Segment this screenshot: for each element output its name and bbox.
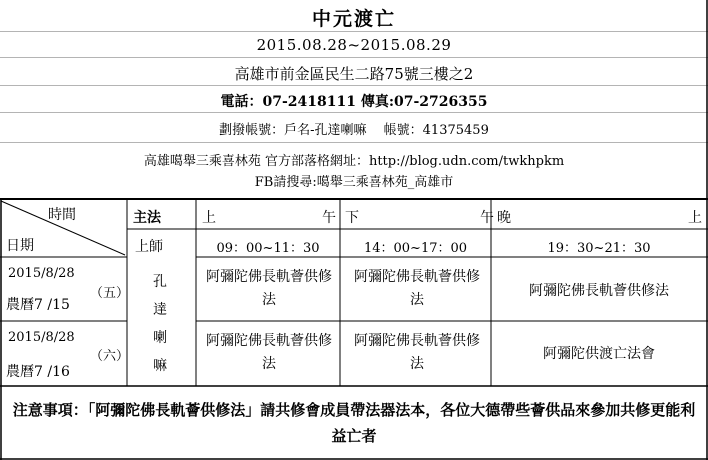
row1-lunar: 農曆7 /15 [6,297,70,313]
notice-text: 注意事項：「阿彌陀佛長軌薈供修法」請共修會成員帶法器法本，各位大德帶些薈供品來參加共修更能利益亡者 [12,401,696,445]
bank-account: 劃撥帳號：戶名-孔達喇嘛 帳號：41375459 [219,123,489,138]
row1-date: 2015/8/28 [8,266,75,281]
time-evening: 19：30~21：30 [547,241,651,256]
corner-time-label: 時間 [48,207,76,223]
row2-date: 2015/8/28 [8,330,75,345]
host-header: 主法 [133,210,161,226]
row1-morning-activity: 阿彌陀佛長軌薈供修法 [206,269,332,308]
evening-header-left: 晚 [497,210,511,226]
afternoon-header-left: 下 [345,210,359,226]
phone-line: 電話：07-2418111 傳真:07-2726355 [220,94,488,110]
row1-afternoon-activity: 阿彌陀佛長軌薈供修法 [354,269,480,308]
date-range: 2015.08.28~2015.08.29 [256,36,452,54]
row1-weekday: （五） [90,286,130,301]
corner-date-label: 日期 [6,238,34,254]
row2-lunar: 農曆7 /16 [6,364,70,380]
afternoon-header-right: 午 [480,210,494,226]
row2-afternoon-activity: 阿彌陀佛長軌薈供修法 [354,333,480,372]
row1-evening-activity: 阿彌陀佛長軌薈供修法 [529,283,669,299]
time-afternoon: 14：00~17：00 [363,241,468,256]
morning-header-right: 午 [322,210,336,226]
row2-morning-activity: 阿彌陀佛長軌薈供修法 [206,333,332,372]
blog-url: 高雄噶舉三乘喜林苑 官方部落格網址：http://blog.udn.com/twkhpkm [143,154,565,169]
evening-header-right: 上 [688,210,702,226]
time-morning: 09：00~11：30 [216,241,320,256]
page-title: 中元渡亡 [311,8,396,30]
teacher-header: 上師 [135,239,163,255]
facebook-search: FB請搜尋:噶舉三乘喜林苑_高雄市 [254,175,454,190]
address: 高雄市前金區民生二路75號三樓之2 [234,65,474,83]
teacher-name: 孔達喇嘛 [153,274,167,374]
row2-evening-activity: 阿彌陀供渡亡法會 [543,346,655,362]
morning-header-left: 上 [202,210,216,226]
row2-weekday: （六） [90,349,130,364]
